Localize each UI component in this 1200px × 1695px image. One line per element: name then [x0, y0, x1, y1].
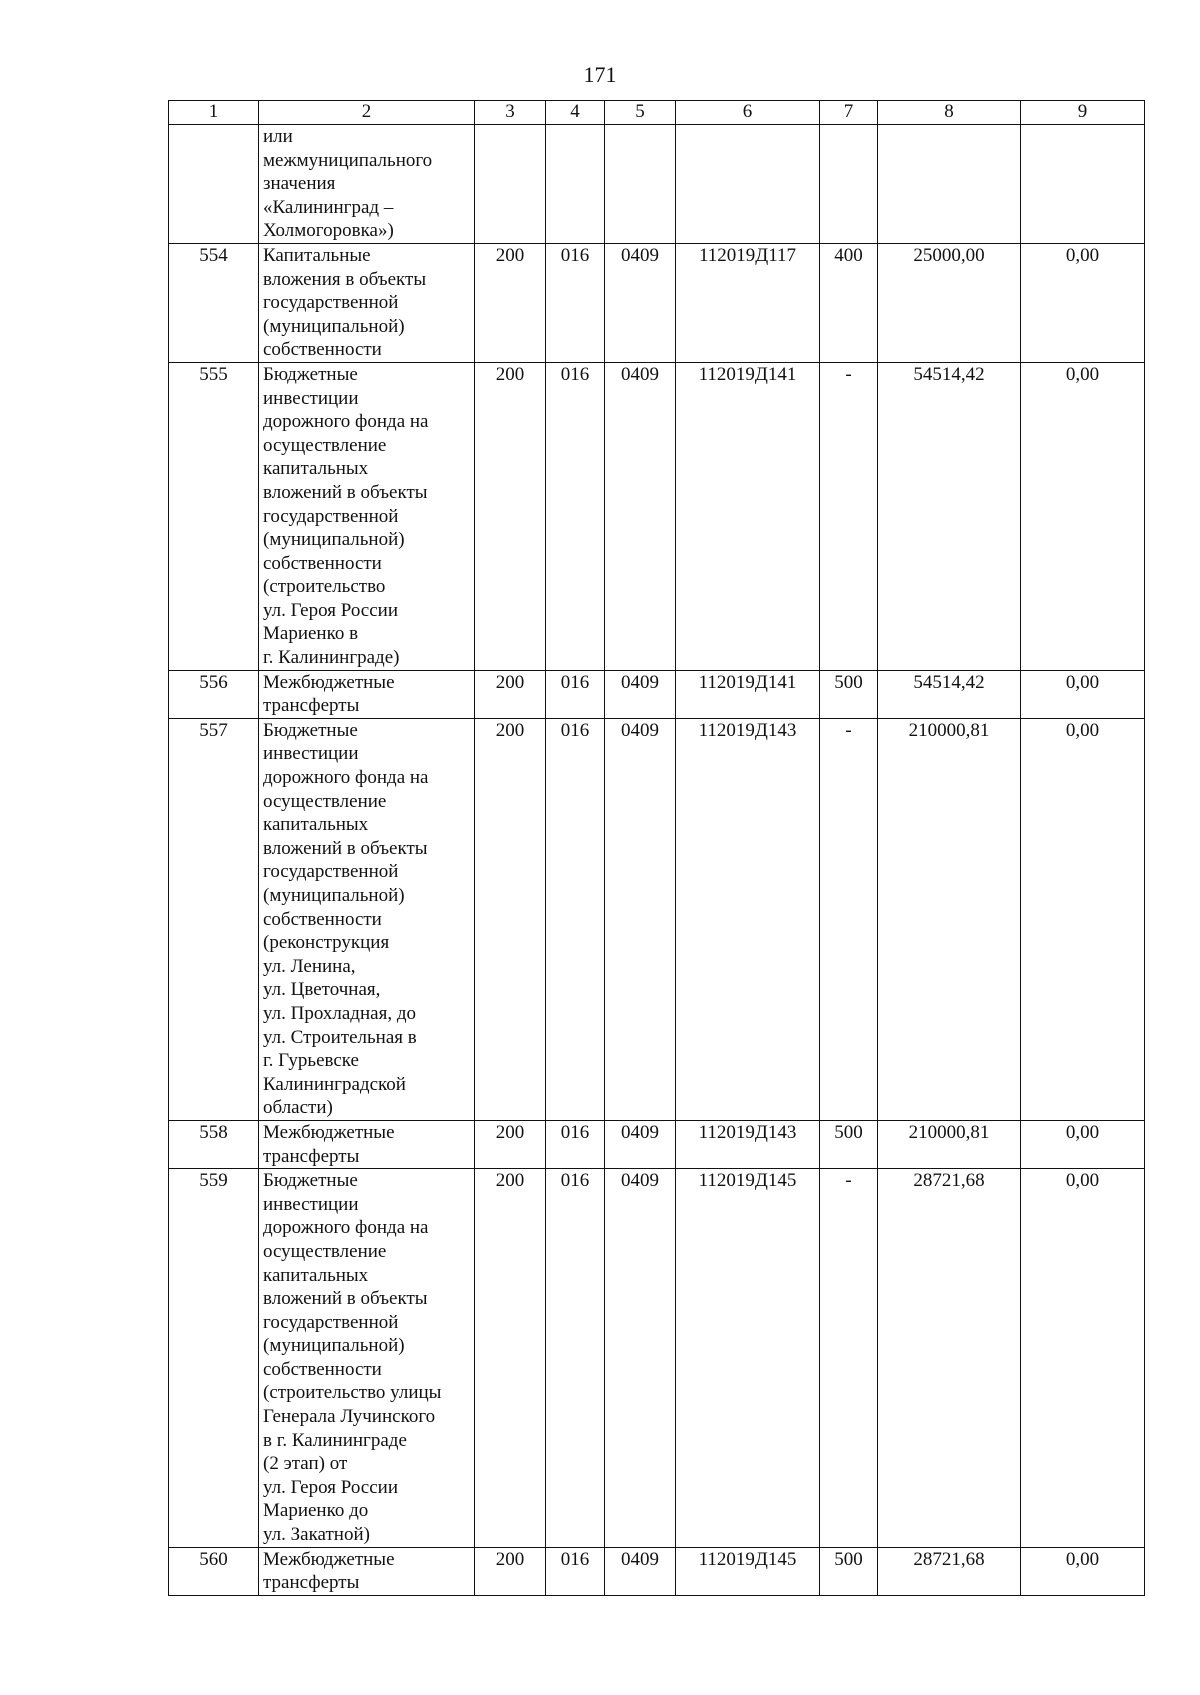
ministry-code-cell	[475, 125, 546, 244]
section-code-cell: 016	[546, 1547, 605, 1595]
amount-2-cell: 0,00	[1021, 362, 1145, 670]
item-name-cell	[259, 670, 475, 718]
item-name-line: (муниципальной)	[263, 529, 405, 551]
column-header: 4	[546, 101, 605, 125]
ministry-code-cell: 200	[475, 243, 546, 362]
item-name-line: инвестиции	[263, 743, 359, 765]
ministry-code-cell: 200	[475, 1547, 546, 1595]
item-name-line: вложений в объекты	[263, 481, 428, 503]
item-name-line: собственности	[263, 908, 382, 930]
item-name-cell	[259, 1120, 475, 1168]
table-row	[169, 718, 1145, 1120]
amount-cell: 28721,68	[878, 1169, 1021, 1548]
column-header: 7	[820, 101, 878, 125]
item-name-line: области)	[263, 1097, 333, 1119]
expense-type-cell: 500	[820, 1547, 878, 1595]
ministry-code-cell: 200	[475, 362, 546, 670]
item-name-line: значения	[263, 173, 336, 195]
amount-2-cell	[1021, 125, 1145, 244]
column-header: 1	[169, 101, 259, 125]
item-name-line: инвестиции	[263, 387, 359, 409]
subsection-code-cell	[605, 125, 676, 244]
item-name-cell	[259, 362, 475, 670]
item-name-line: капитальных	[263, 458, 369, 480]
target-article-cell: 112019Д117	[676, 243, 820, 362]
row-number-cell: 556	[169, 670, 259, 718]
item-name-line: осуществление	[263, 434, 387, 456]
ministry-code-cell: 200	[475, 1169, 546, 1548]
ministry-code-cell: 200	[475, 670, 546, 718]
expense-type-cell: -	[820, 1169, 878, 1548]
item-name-line: ул. Прохладная, до	[263, 1002, 416, 1024]
expense-type-cell: -	[820, 362, 878, 670]
subsection-code-cell: 0409	[605, 1169, 676, 1548]
header-row	[169, 101, 1145, 125]
subsection-code-cell: 0409	[605, 1120, 676, 1168]
item-name-line: Межбюджетные	[263, 1548, 395, 1570]
section-code-cell: 016	[546, 362, 605, 670]
amount-2-cell: 0,00	[1021, 718, 1145, 1120]
column-header: 3	[475, 101, 546, 125]
item-name-line: дорожного фонда на	[263, 1217, 429, 1239]
section-code-cell: 016	[546, 670, 605, 718]
row-number-cell	[169, 125, 259, 244]
item-name-line: (строительство улицы	[263, 1382, 442, 1404]
row-number-cell: 555	[169, 362, 259, 670]
item-name-line: Мариенко до	[263, 1500, 369, 1522]
table-body	[169, 125, 1145, 1596]
section-code-cell	[546, 125, 605, 244]
item-name-cell	[259, 125, 475, 244]
row-number-cell: 559	[169, 1169, 259, 1548]
expense-type-cell: 400	[820, 243, 878, 362]
target-article-cell: 112019Д145	[676, 1169, 820, 1548]
section-code-cell: 016	[546, 1169, 605, 1548]
table-row	[169, 1169, 1145, 1548]
row-number-cell: 560	[169, 1547, 259, 1595]
item-name-line: Межбюджетные	[263, 1121, 395, 1143]
item-name-line: ул. Героя России	[263, 599, 399, 621]
amount-2-cell: 0,00	[1021, 1169, 1145, 1548]
item-name-line: (муниципальной)	[263, 1335, 405, 1357]
item-name-line: (2 этап) от	[263, 1453, 348, 1475]
target-article-cell: 112019Д141	[676, 670, 820, 718]
column-header: 6	[676, 101, 820, 125]
ministry-code-cell: 200	[475, 1120, 546, 1168]
table-row	[169, 1120, 1145, 1168]
expense-type-cell	[820, 125, 878, 244]
item-name-line: вложения в объекты	[263, 268, 427, 290]
target-article-cell: 112019Д145	[676, 1547, 820, 1595]
item-name-line: ул. Строительная в	[263, 1026, 417, 1048]
item-name-cell	[259, 1547, 475, 1595]
table-row	[169, 670, 1145, 718]
item-name-line: Калининградской	[263, 1073, 406, 1095]
column-header: 2	[259, 101, 475, 125]
item-name-line: инвестиции	[263, 1193, 359, 1215]
item-name-line: Капитальные	[263, 244, 371, 266]
page-number: 171	[583, 62, 617, 87]
table-row	[169, 1547, 1145, 1595]
subsection-code-cell: 0409	[605, 1547, 676, 1595]
amount-2-cell: 0,00	[1021, 1547, 1145, 1595]
section-code-cell: 016	[546, 1120, 605, 1168]
item-name-line: Генерала Лучинского	[263, 1406, 436, 1428]
item-name-line: дорожного фонда на	[263, 767, 429, 789]
expense-type-cell: 500	[820, 670, 878, 718]
item-name-cell	[259, 243, 475, 362]
item-name-line: государственной	[263, 861, 399, 883]
item-name-line: Холмогоровка»)	[263, 220, 394, 242]
amount-cell: 54514,42	[878, 670, 1021, 718]
amount-cell	[878, 125, 1021, 244]
target-article-cell	[676, 125, 820, 244]
item-name-line: межмуниципального	[263, 149, 433, 171]
item-name-line: Мариенко в	[263, 623, 359, 645]
item-name-line: «Калининград –	[263, 196, 394, 218]
item-name-line: г. Гурьевске	[263, 1050, 359, 1072]
amount-cell: 28721,68	[878, 1547, 1021, 1595]
item-name-line: ул. Закатной)	[263, 1524, 370, 1546]
item-name-line: Бюджетные	[263, 363, 358, 385]
item-name-line: (реконструкция	[263, 932, 390, 954]
item-name-line: ул. Цветочная,	[263, 979, 381, 1001]
item-name-line: государственной	[263, 505, 399, 527]
table-row	[169, 362, 1145, 670]
amount-2-cell: 0,00	[1021, 1120, 1145, 1168]
budget-table	[168, 100, 1145, 1596]
item-name-line: (муниципальной)	[263, 315, 405, 337]
item-name-line: Бюджетные	[263, 719, 358, 741]
item-name-line: (муниципальной)	[263, 885, 405, 906]
subsection-code-cell: 0409	[605, 718, 676, 1120]
item-name-line: г. Калининграде)	[263, 647, 400, 669]
table-row	[169, 125, 1145, 244]
section-code-cell: 016	[546, 243, 605, 362]
amount-2-cell: 0,00	[1021, 243, 1145, 362]
amount-cell: 210000,81	[878, 1120, 1021, 1168]
section-code-cell: 016	[546, 718, 605, 1120]
target-article-cell: 112019Д143	[676, 718, 820, 1120]
subsection-code-cell: 0409	[605, 243, 676, 362]
item-name-cell	[259, 1169, 475, 1548]
item-name-line: государственной	[263, 292, 399, 314]
item-name-line: ул. Ленина,	[263, 955, 356, 977]
item-name-cell	[259, 718, 475, 1120]
column-header: 9	[1021, 101, 1145, 125]
item-name-line: капитальных	[263, 1264, 369, 1286]
item-name-line: собственности	[263, 339, 382, 361]
subsection-code-cell: 0409	[605, 362, 676, 670]
subsection-code-cell: 0409	[605, 670, 676, 718]
table-row	[169, 243, 1145, 362]
item-name-line: осуществление	[263, 1240, 387, 1262]
ministry-code-cell: 200	[475, 718, 546, 1120]
target-article-cell: 112019Д141	[676, 362, 820, 670]
target-article-cell: 112019Д143	[676, 1120, 820, 1168]
amount-2-cell: 0,00	[1021, 670, 1145, 718]
item-name-line: трансферты	[263, 1572, 360, 1594]
column-header: 5	[605, 101, 676, 125]
expense-type-cell: -	[820, 718, 878, 1120]
item-name-line: собственности	[263, 1358, 382, 1380]
column-header: 8	[878, 101, 1021, 125]
item-name-line: вложений в объекты	[263, 1288, 428, 1310]
item-name-line: осуществление	[263, 790, 387, 812]
item-name-line: собственности	[263, 552, 382, 574]
row-number-cell: 557	[169, 718, 259, 1120]
row-number-cell: 554	[169, 243, 259, 362]
amount-cell: 25000,00	[878, 243, 1021, 362]
item-name-line: ул. Героя России	[263, 1476, 399, 1498]
item-name-line: государственной	[263, 1311, 399, 1333]
item-name-line: или	[263, 126, 293, 147]
row-number-cell: 558	[169, 1120, 259, 1168]
item-name-line: трансферты	[263, 1145, 360, 1167]
item-name-line: вложений в объекты	[263, 837, 428, 859]
item-name-line: трансферты	[263, 695, 360, 717]
expense-type-cell: 500	[820, 1120, 878, 1168]
amount-cell: 210000,81	[878, 718, 1021, 1120]
item-name-line: капитальных	[263, 814, 369, 836]
item-name-line: в г. Калининграде	[263, 1429, 407, 1451]
item-name-line: Межбюджетные	[263, 671, 395, 693]
item-name-line: Бюджетные	[263, 1170, 358, 1192]
amount-cell: 54514,42	[878, 362, 1021, 670]
item-name-line: (строительство	[263, 576, 386, 598]
item-name-line: дорожного фонда на	[263, 411, 429, 433]
